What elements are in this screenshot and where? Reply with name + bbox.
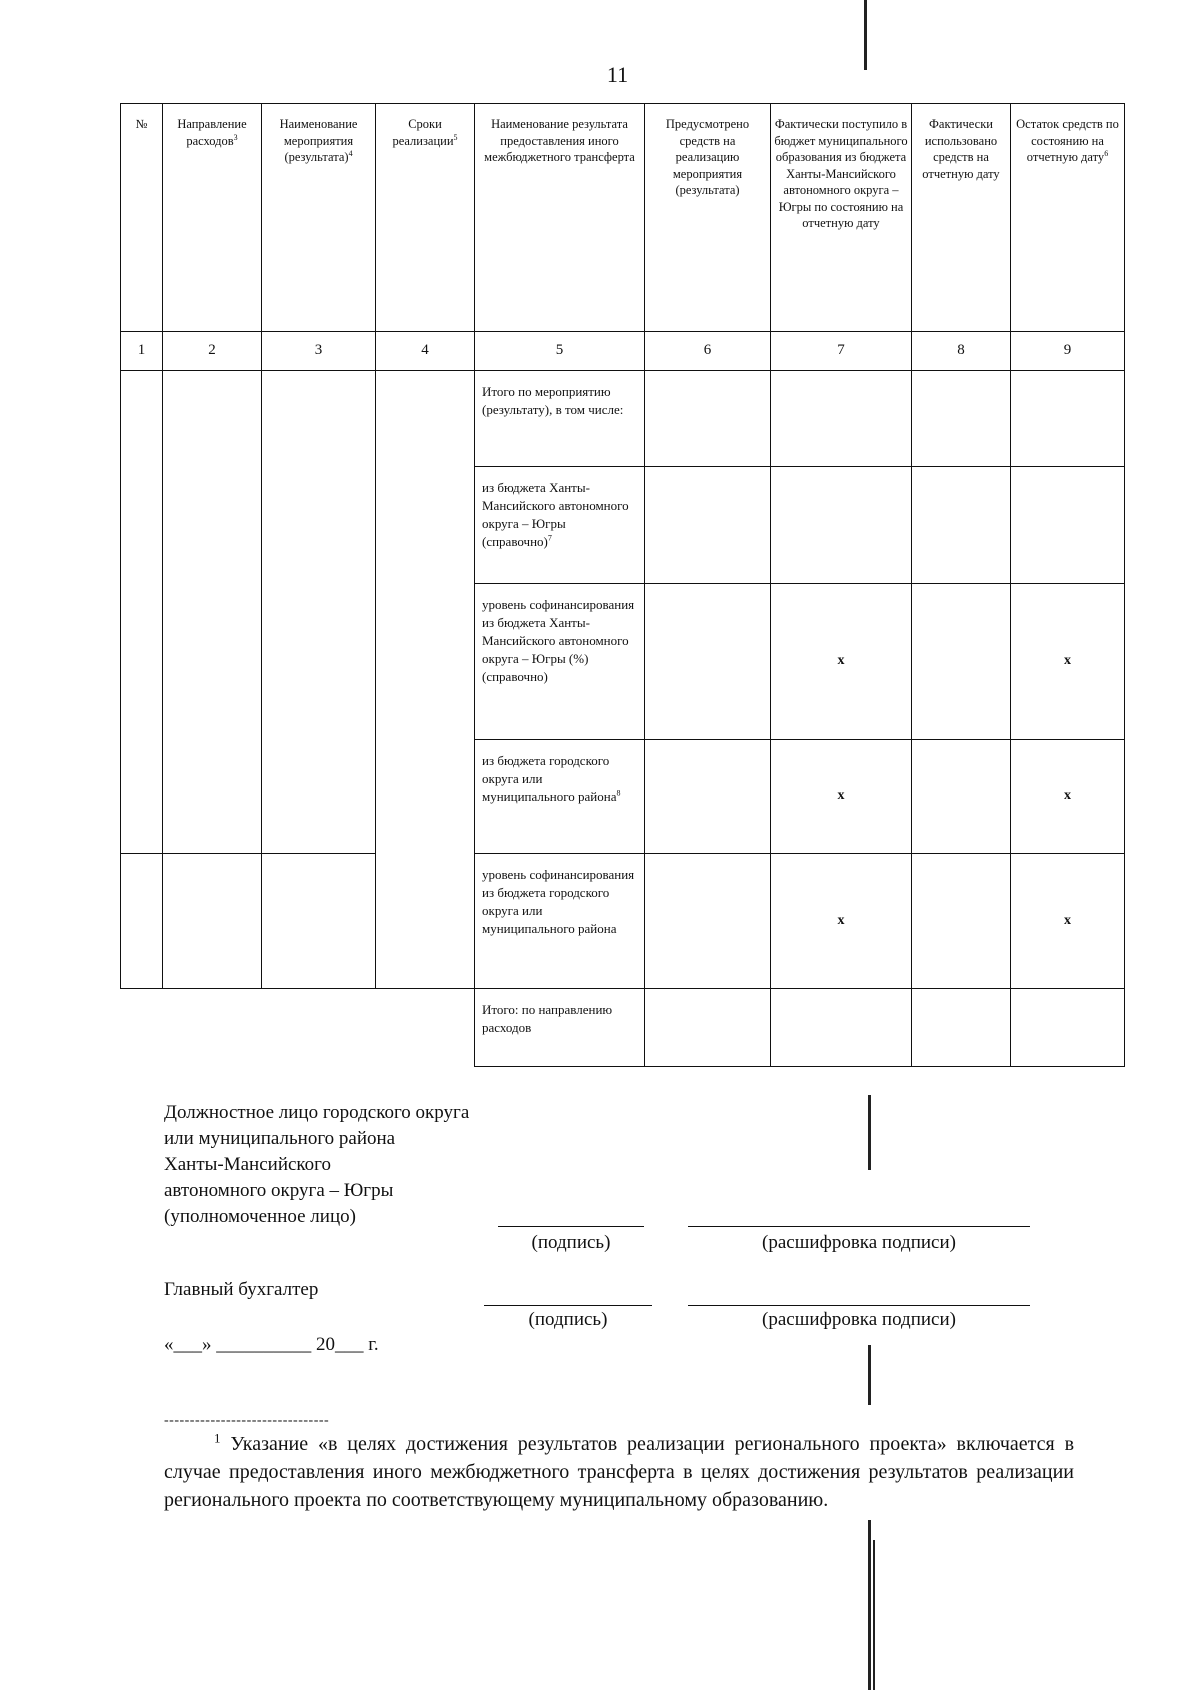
official-title-line: автономного округа – Югры [164,1180,394,1201]
header-cell-expense-direction: Направление расходов$^3$ [163,104,262,332]
row-label: уровень софинансирования из бюджета Ханты-Мансийского автономного округа – Югры (%) (справочно) [475,584,645,740]
table-row [121,371,1125,467]
cell-planned [645,989,771,1067]
header-row [121,104,1125,332]
official-title [164,1100,469,1230]
official-title-line: (уполномоченное лицо) [164,1206,356,1227]
decode-line [688,1226,1030,1227]
report-table [120,103,1125,1067]
cell-received [771,989,912,1067]
cell-planned [645,467,771,584]
cell-received: x [771,854,912,989]
footnote-separator: -------------------------------- [164,1413,330,1428]
decode-caption: (расшифровка подписи) [762,1309,956,1330]
cell-received [771,467,912,584]
decode-line [688,1305,1030,1306]
cell-used [912,989,1011,1067]
column-number: 5 [475,332,645,371]
scan-artifact [873,1540,875,1690]
cell-balance: x [1011,584,1125,740]
decode-caption: (расшифровка подписи) [762,1232,956,1253]
scan-artifact [868,1520,871,1690]
cell-used [912,467,1011,584]
cell-planned [645,584,771,740]
cell-received: x [771,740,912,854]
header-cell-actually-used: Фактически использовано средств на отчетную дату [912,104,1011,332]
row-label: из бюджета городского округа или муниципального района$^8$ [475,740,645,854]
column-number-row [121,332,1125,371]
scan-artifact [868,1345,871,1405]
footnote-number: 1 [214,1430,221,1446]
cell-number [121,371,163,854]
cell-balance [1011,989,1125,1067]
header-cell-planned-funds: Предусмотрено средств на реализацию мероприятия (результата) [645,104,771,332]
column-number: 4 [376,332,475,371]
cell-terms [376,371,475,989]
signature-line [498,1226,644,1227]
cell-number [121,854,163,989]
header-cell-event-name: Наименование мероприятия (результата)$^4$ [262,104,376,332]
official-title-line: Должностное лицо городского округа [164,1102,470,1123]
row-label: Итого по мероприятию (результату), в том числе: [475,371,645,467]
cell-used [912,371,1011,467]
row-label: из бюджета Ханты-Мансийского автономного округа – Югры (справочно)$^7$ [475,467,645,584]
header-cell-terms: Сроки реализации$^5$ [376,104,475,332]
footnote-text: Указание «в целях достижения результатов реализации регионального проекта» включается в случае предоставления иного межбюджетного трансферта в целях достижения результатов реализации регионального проекта по соответствующему муниципальному образованию. [164,1433,1075,1511]
cell-planned [645,854,771,989]
cell-planned [645,371,771,467]
official-title-line: Ханты-Мансийского [164,1154,332,1175]
column-number: 8 [912,332,1011,371]
column-number: 1 [121,332,163,371]
cell-event-name [262,371,376,854]
cell-balance [1011,371,1125,467]
empty-cell [121,989,475,1067]
header-cell-actually-received: Фактически поступило в бюджет муниципального образования из бюджета Ханты-Мансийского автономного округа – Югры по состоянию на отчетную дату [771,104,912,332]
signature-line [484,1305,652,1306]
cell-received [771,371,912,467]
footnote [164,1430,1074,1514]
cell-used [912,854,1011,989]
cell-balance [1011,467,1125,584]
chief-accountant-label: Главный бухгалтер [164,1279,319,1300]
cell-event-name [262,854,376,989]
header-cell-number: № [121,104,163,332]
header-cell-result-name: Наименование результата предоставления иного межбюджетного трансферта [475,104,645,332]
cell-used [912,584,1011,740]
cell-expense-direction [163,371,262,854]
column-number: 6 [645,332,771,371]
cell-received: x [771,584,912,740]
scan-artifact [868,1095,871,1170]
column-number: 2 [163,332,262,371]
row-label: уровень софинансирования из бюджета городского округа или муниципального района [475,854,645,989]
cell-balance: x [1011,854,1125,989]
column-number: 7 [771,332,912,371]
cell-balance: x [1011,740,1125,854]
scan-artifact [864,0,867,70]
signature-caption: (подпись) [528,1309,608,1330]
table-row [121,854,1125,989]
official-title-line: или муниципального района [164,1128,396,1149]
cell-planned [645,740,771,854]
column-number: 3 [262,332,376,371]
row-label: Итого: по направлению расходов [475,989,645,1067]
page-number: 11 [606,62,629,87]
cell-used [912,740,1011,854]
table-row-total [121,989,1125,1067]
signature-caption: (подпись) [531,1232,611,1253]
header-cell-balance: Остаток средств по состоянию на отчетную дату$^6$ [1011,104,1125,332]
date-template: «___» __________ 20___ г. [164,1334,379,1355]
column-number: 9 [1011,332,1125,371]
cell-expense-direction [163,854,262,989]
